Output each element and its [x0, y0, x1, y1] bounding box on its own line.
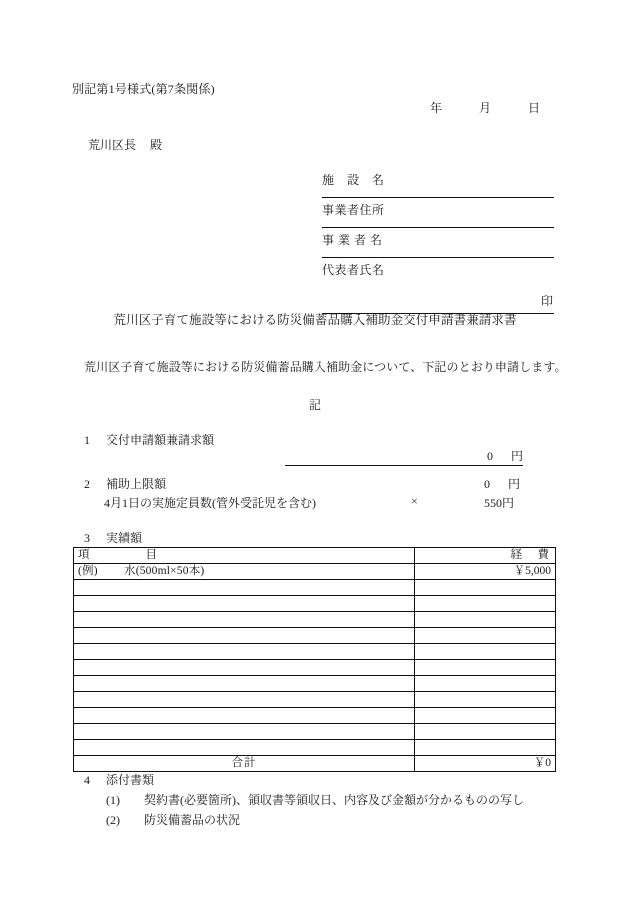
cost-cell[interactable]: [415, 724, 556, 740]
document-title: 荒川区子育て施設等における防災備蓄品購入補助金交付申請書兼請求書: [113, 313, 517, 327]
column-header-cost: 経 費: [415, 548, 556, 564]
table-footer: [74, 756, 556, 772]
section-2-amount-group: [484, 475, 520, 492]
table-row[interactable]: [74, 740, 556, 756]
section-2-formula-basis: 4月1日の実施定員数(管外受託児を含む): [104, 496, 316, 510]
cost-cell[interactable]: [415, 692, 556, 708]
section-2-label: 補助上限額: [106, 477, 167, 491]
column-header-item: 項 目: [74, 548, 415, 564]
attachment-index: (2): [106, 813, 120, 827]
example-item-text: 水(500ml×50本): [124, 565, 205, 577]
item-cell[interactable]: [74, 660, 415, 676]
applicant-block: [322, 168, 554, 314]
table-header-row: [74, 548, 556, 564]
table-row[interactable]: [74, 724, 556, 740]
example-item-cell[interactable]: [74, 564, 415, 580]
applicant-field-representative-name[interactable]: [322, 258, 554, 288]
item-cell[interactable]: [74, 628, 415, 644]
section-2-number: 2: [84, 477, 90, 491]
cost-cell[interactable]: [415, 708, 556, 724]
table-total-row: [74, 756, 556, 772]
applicant-field-label: 事業者住所: [322, 203, 385, 217]
intro-sentence: 荒川区子育て施設等における防災備蓄品購入補助金について、下記のとおり申請します。: [84, 360, 567, 374]
item-cell[interactable]: [74, 612, 415, 628]
attachment-item-1: [106, 791, 524, 808]
ki-marker: 記: [308, 398, 321, 412]
cost-cell[interactable]: [415, 740, 556, 756]
table-row[interactable]: [74, 676, 556, 692]
table-row[interactable]: [74, 628, 556, 644]
date-month-label: 月: [479, 101, 492, 115]
section-1-amount-unit: 円: [510, 449, 523, 463]
section-1-amount-value: 0: [487, 449, 493, 463]
cost-cell[interactable]: [415, 676, 556, 692]
applicant-field-facility-name[interactable]: [322, 168, 554, 198]
attachment-item-2: [106, 811, 240, 828]
cost-cell[interactable]: [415, 628, 556, 644]
item-cell[interactable]: [74, 596, 415, 612]
cost-cell[interactable]: [415, 612, 556, 628]
section-2-amount-unit: 円: [507, 477, 520, 491]
applicant-field-label: 事 業 者 名: [322, 233, 383, 247]
table-row[interactable]: [74, 660, 556, 676]
total-label-cell: 合計: [74, 756, 415, 772]
attachment-text: 契約書(必要箇所)、領収書等領収日、内容及び金額が分かるものの写し: [144, 793, 524, 807]
addressee-name: 荒川区長: [88, 138, 137, 152]
section-1-heading: [84, 431, 214, 448]
date-day-label: 日: [528, 101, 541, 115]
example-prefix: (例): [78, 565, 98, 577]
cost-cell[interactable]: [415, 580, 556, 596]
table-row[interactable]: [74, 564, 556, 580]
multiply-icon: ×: [411, 494, 418, 508]
section-1-amount-field[interactable]: [285, 447, 523, 466]
cost-cell[interactable]: [415, 660, 556, 676]
item-cell[interactable]: [74, 708, 415, 724]
form-code: 別記第1号様式(第7条関係): [72, 82, 215, 96]
cost-cell[interactable]: [415, 644, 556, 660]
section-2-heading: [84, 475, 166, 492]
cost-cell[interactable]: [415, 596, 556, 612]
table-row[interactable]: [74, 644, 556, 660]
table-row[interactable]: [74, 692, 556, 708]
table-row[interactable]: [74, 708, 556, 724]
section-2-unit-price: 550円: [484, 496, 515, 510]
section-3-label: 実績額: [106, 531, 143, 545]
table-row[interactable]: [74, 596, 556, 612]
seal-mark: 印: [540, 294, 553, 308]
addressee-line: [88, 136, 162, 153]
applicant-field-label: 施 設 名: [322, 173, 385, 187]
date-line: [430, 99, 548, 116]
section-4-heading: [84, 771, 154, 788]
item-cell[interactable]: [74, 692, 415, 708]
section-1-amount-group: [487, 447, 523, 464]
addressee-honorific: 殿: [150, 138, 163, 152]
table-row[interactable]: [74, 612, 556, 628]
example-cost-cell[interactable]: ￥5,000: [415, 564, 556, 580]
section-2-amount-value: 0: [484, 477, 490, 491]
attachment-index: (1): [106, 793, 120, 807]
result-amount-table: [73, 547, 556, 772]
section-4-label: 添付書類: [106, 773, 155, 787]
item-cell[interactable]: [74, 740, 415, 756]
total-cost-cell: ￥0: [415, 756, 556, 772]
item-cell[interactable]: [74, 676, 415, 692]
section-3-number: 3: [84, 531, 90, 545]
section-3-heading: [84, 529, 142, 546]
item-cell[interactable]: [74, 644, 415, 660]
item-cell[interactable]: [74, 580, 415, 596]
section-4-number: 4: [84, 773, 90, 787]
table-row[interactable]: [74, 580, 556, 596]
section-1-label: 交付申請額兼請求額: [106, 433, 215, 447]
applicant-field-operator-address[interactable]: [322, 198, 554, 228]
item-cell[interactable]: [74, 724, 415, 740]
applicant-field-operator-name[interactable]: [322, 228, 554, 258]
table-body: [74, 564, 556, 756]
applicant-field-label: 代表者氏名: [322, 263, 385, 277]
date-year-label: 年: [430, 101, 443, 115]
attachment-text: 防災備蓄品の状況: [144, 813, 241, 827]
section-1-number: 1: [84, 433, 90, 447]
